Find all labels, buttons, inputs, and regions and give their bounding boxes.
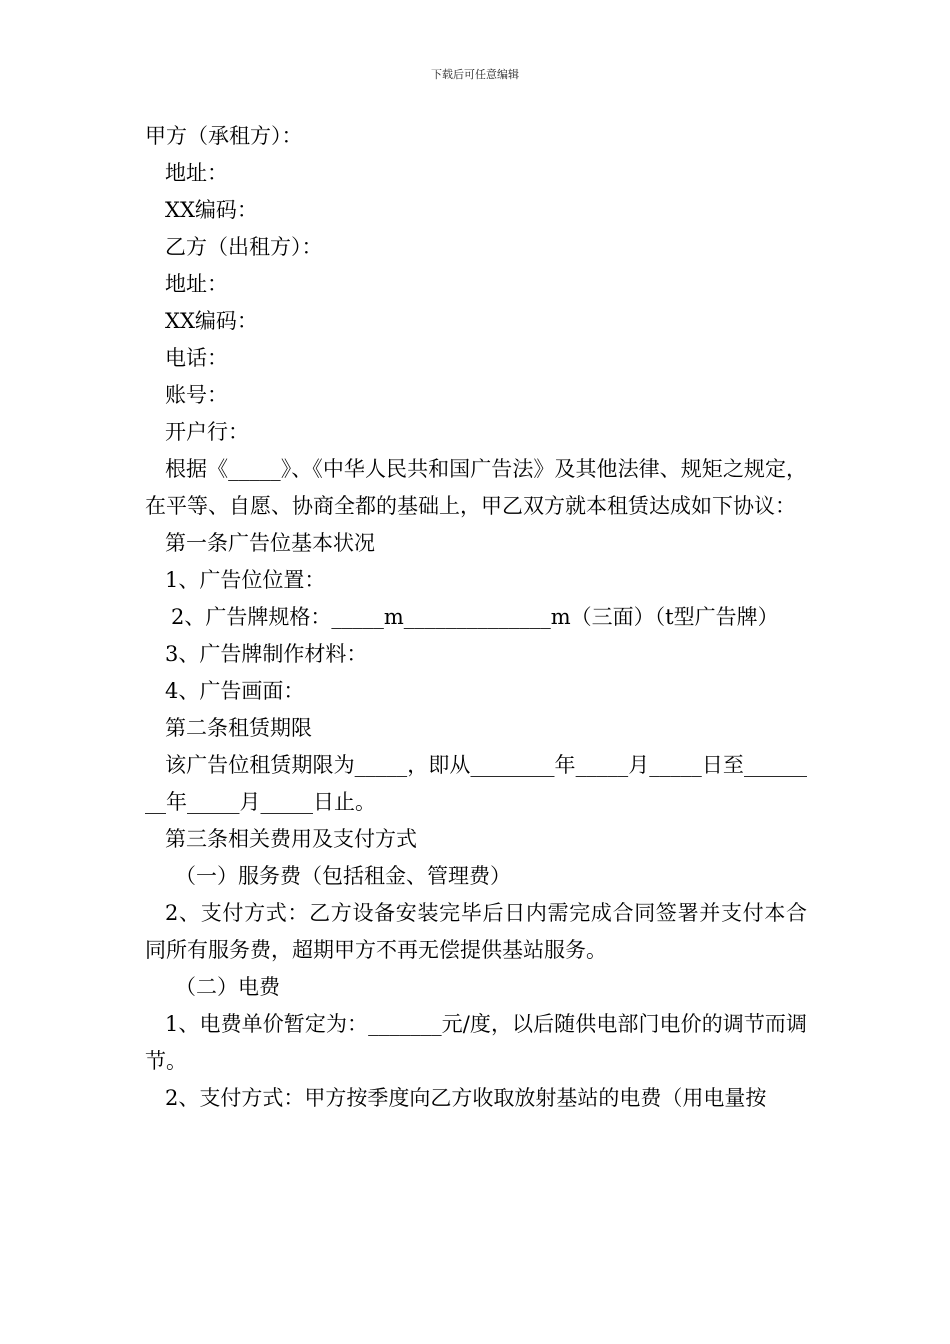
article-1-item-4: 4、广告画面： <box>165 679 305 703</box>
party-b-bank: 开户行： <box>165 420 249 444</box>
party-b-address: 地址： <box>165 272 228 296</box>
article-1-item-3: 3、广告牌制作材料： <box>165 642 368 666</box>
party-a-address: 地址： <box>165 161 228 185</box>
article-3-electricity-price: 1、电费单价暂定为：_______元/度，以后随供电部门电价的调节而调节。 <box>145 1012 807 1073</box>
article-3-heading: 第三条相关费用及支付方式 <box>165 827 417 851</box>
preamble-paragraph: 根据《_____》、《中华人民共和国广告法》及其他法律、规矩之规定，在平等、自愿、协商全都的基础上，甲乙双方就本租赁达成如下协议： <box>145 457 807 518</box>
article-1-item-2: 2、广告牌规格：_____m______________m（三面）（t型广告牌） <box>171 605 779 629</box>
article-1-item-1: 1、广告位位置： <box>165 568 326 592</box>
party-b-postcode: XX编码： <box>165 309 258 333</box>
party-b-account: 账号： <box>165 383 228 407</box>
party-b-title: 乙方（出租方）： <box>165 235 323 259</box>
article-3-section-2: （二）电费 <box>175 975 280 999</box>
article-3-section-1: （一）服务费（包括租金、管理费） <box>175 864 511 888</box>
article-3-electricity-payment: 2、支付方式：甲方按季度向乙方收取放射基站的电费（用电量按 <box>165 1086 767 1110</box>
party-a-postcode: XX编码： <box>165 198 258 222</box>
article-2-heading: 第二条租赁期限 <box>165 716 312 740</box>
article-3-payment: 2、支付方式：乙方设备安装完毕后日内需完成合同签署并支付本合同所有服务费，超期甲方不再无偿提供基站服务。 <box>145 901 807 962</box>
page-header: 下载后可任意编辑 <box>431 68 519 81</box>
document-body <box>145 118 807 1117</box>
article-1-heading: 第一条广告位基本状况 <box>165 531 375 555</box>
party-b-phone: 电话： <box>165 346 228 370</box>
article-2-term: 该广告位租赁期限为_____，即从________年_____月_____日至________年_____月_____日止。 <box>145 753 807 814</box>
party-a-title: 甲方（承租方）： <box>145 124 303 148</box>
